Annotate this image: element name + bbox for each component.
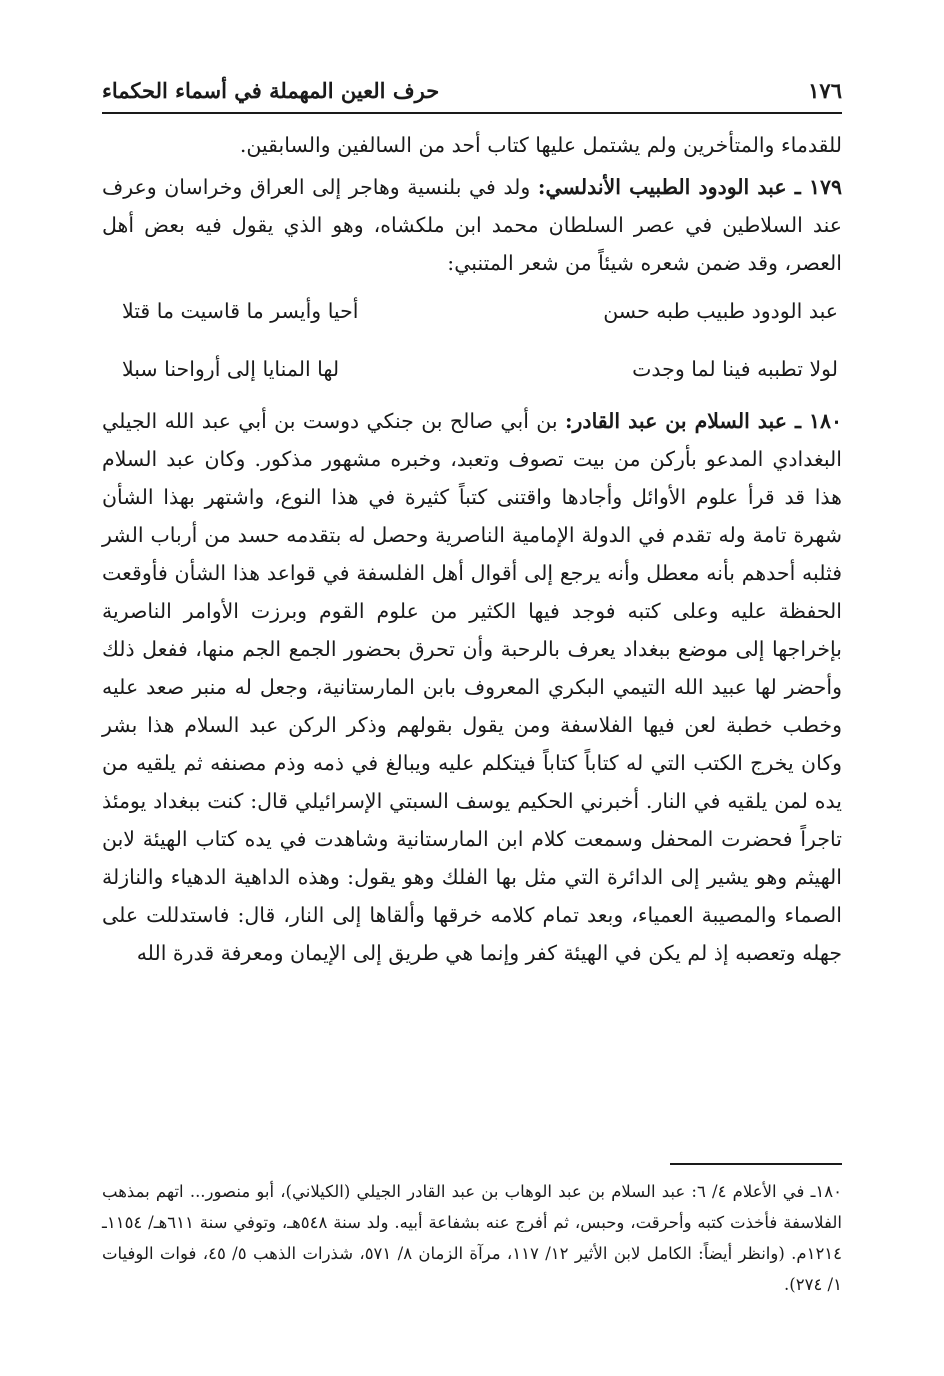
footnote-text: ١٨٠ـ في الأعلام ٤/ ٦: عبد السلام بن عبد الوهاب بن عبد القادر الجيلي (الكيلاني)، أبو منصور... اتهم بمذهب الفلاسفة فأخذت كتبه وأحرقت، وحبس، ثم أفرج عنه بشفاعة أبيه. ولد سنة ٥٤٨هـ، وتوفي سنة ٦١١هـ/ ١١٥٤ـ ١٢١٤م. (وانظر أيضاً: الكامل لابن الأثير ١٢/ ١١٧، مرآة الزمان ٨/ ٥٧١، شذرات الذهب ٥/ ٤٥، فوات الوفيات ١/ ٢٧٤). — [102, 1182, 843, 1294]
entry-179 — [102, 168, 842, 282]
entry-179-text: ولد في بلنسية وهاجر إلى العراق وخراسان وعرف عند السلاطين في عصر السلطان محمد ابن ملكشاه، وهو الذي يقول فيه بعض أهل العصر، وقد ضمن شعره شيئاً من شعر المتنبي: — [102, 175, 842, 275]
verse-line — [102, 340, 842, 398]
running-title: حرف العين المهملة في أسماء الحكماء — [102, 77, 440, 103]
verse-second-hemistich: لها المنايا إلى أرواحنا سبلا — [122, 357, 340, 381]
entry-180-text: بن أبي صالح بن جنكي دوست بن أبي عبد الله الجيلي البغدادي المدعو بأركن من بيت تصوف وتعبد، وخبره مشهور مذكور. وكان عبد السلام هذا قد قرأ علوم الأوائل وأجادها واقتنى كتباً كثيرة في هذا النوع، واشتهر بهذا الشأن شهرة تامة وله تقدم في الدولة الإمامية الناصرية وحصل له بتقدمه حسد من أرباب الشر فثلبه أحدهم بأنه معطل وأنه يرجع إلى أقوال أهل الفلسفة في قواعد هذا الشأن فأوقعت الحفظة عليه وعلى كتبه فوجد فيها الكثير من علوم القوم وبرزت الأوامر الناصرية بإخراجها إلى موضع ببغداد يعرف بالرحبة وأن تحرق بحضور الجمع الجم منها، ففعل ذلك وأحضر لها عبيد الله التيمي البكري المعروف بابن المارستانية، وجعل له منبر صعد عليه وخطب خطبة لعن فيها الفلاسفة ومن يقول بقولهم وذكر الركن عبد السلام هذا بشر وكان يخرج الكتب التي له كتاباً كتاباً فيتكلم عليه ويبالغ في ذمه وذم مصنفه ثم يلقيه من يده لمن يلقيه في النار. أخبرني الحكيم يوسف السبتي الإسرائيلي قال: كنت ببغداد يومئذ تاجراً فحضرت المحفل وسمعت كلام ابن المارستانية وشاهدت في يده كتاب الهيئة لابن الهيثم وهو يشير إلى الدائرة التي مثل بها الفلك وهو يقول: وهذه الداهية الدهياء والنازلة الصماء والمصيبة العمياء، وبعد تمام كلامه خرقها وألقاها إلى النار، قال: فاستدللت على جهله وتعصبه إذ لم يكن في الهيئة كفر وإنما هي طريق إلى الإيمان ومعرفة قدرة الله — [102, 409, 842, 965]
footnote-divider — [670, 1163, 842, 1165]
verse-first-hemistich: عبد الودود طبيب طبه حسن — [603, 299, 838, 323]
footnote — [102, 1176, 842, 1300]
verse-line — [102, 282, 842, 340]
page-header — [102, 68, 842, 114]
entry-180 — [102, 402, 842, 972]
entry-179-title: ١٧٩ ـ عبد الودود الطبيب الأندلسي: — [537, 175, 842, 199]
main-text — [102, 126, 842, 972]
intro-paragraph: للقدماء والمتأخرين ولم يشتمل عليها كتاب أحد من السالفين والسابقين. — [239, 133, 842, 157]
verse-first-hemistich: لولا تطببه فينا لما وجدت — [632, 357, 838, 381]
entry-180-title: ١٨٠ ـ عبد السلام بن عبد القادر: — [564, 409, 843, 433]
verse-second-hemistich: أحيا وأيسر ما قاسيت ما قتلا — [122, 299, 359, 323]
page-number: ١٧٦ — [808, 77, 842, 103]
